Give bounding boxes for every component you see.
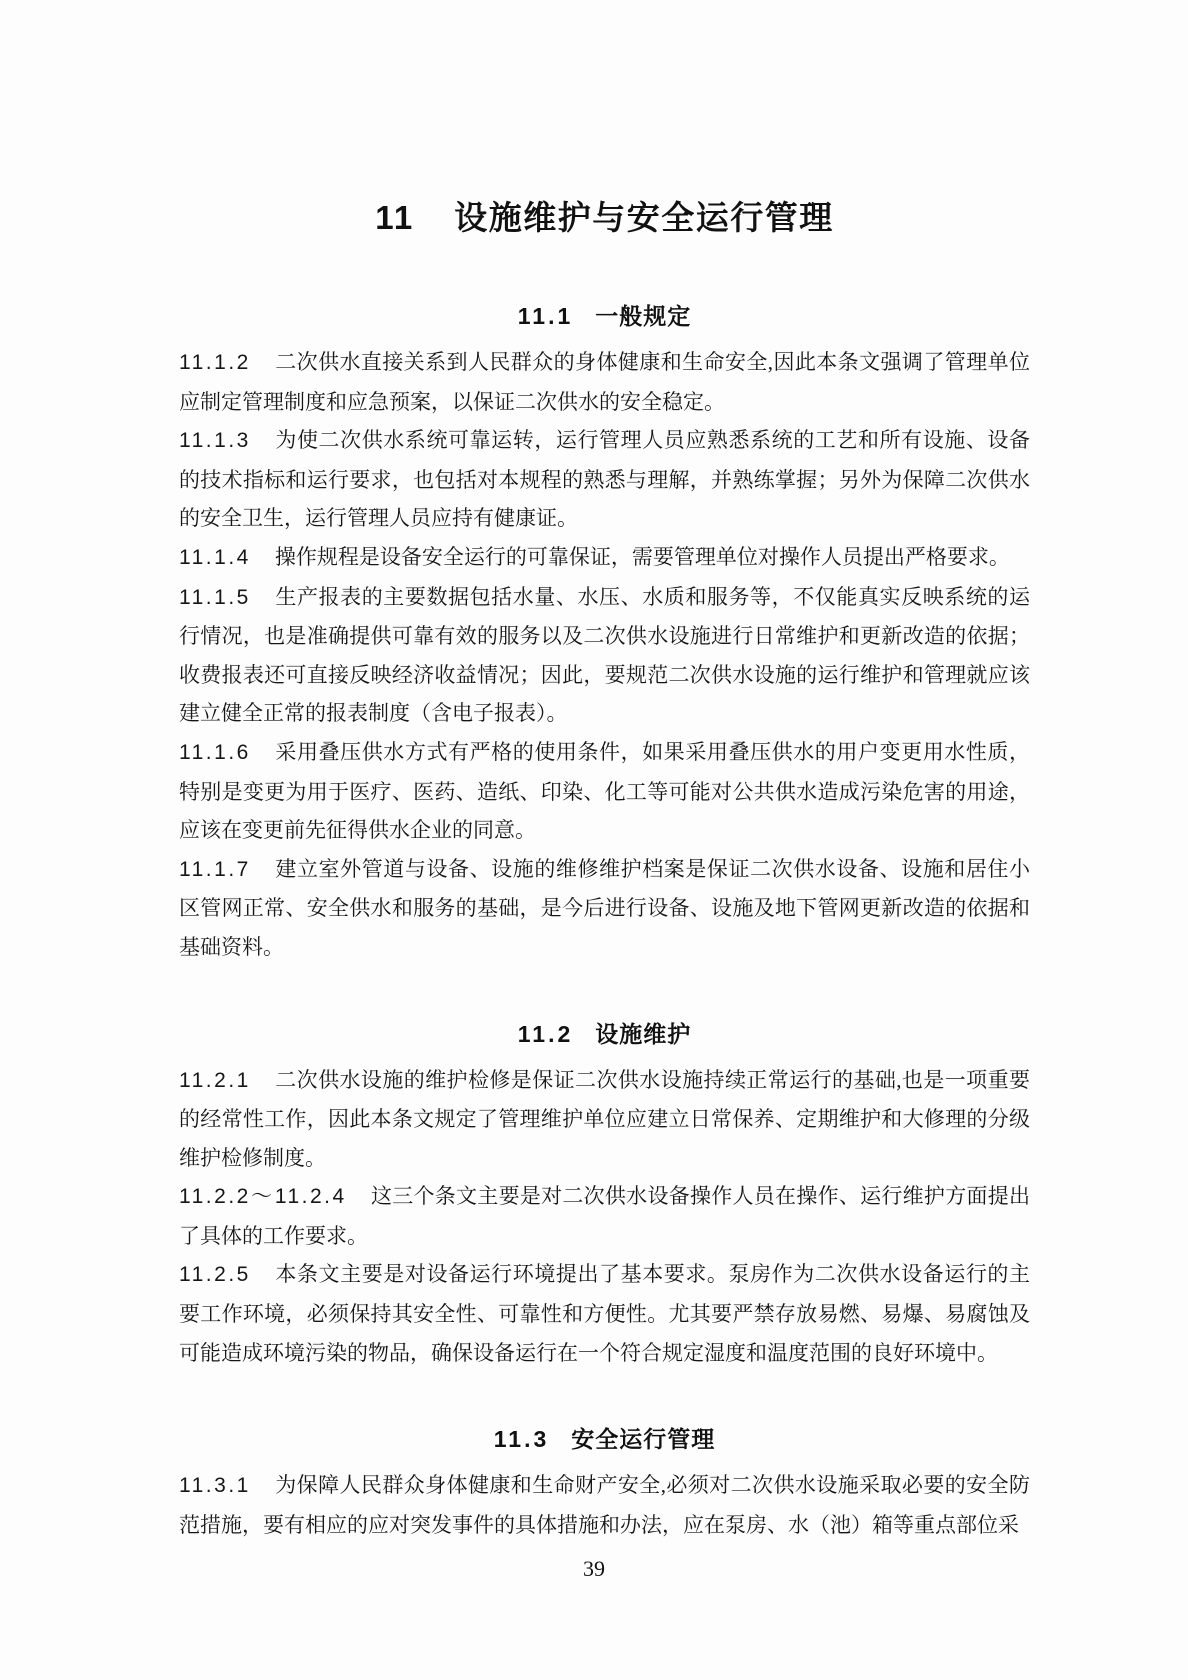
clause-paragraph [179, 538, 1030, 578]
clause-paragraph [179, 850, 1030, 967]
clause-number: 11.3.1 [179, 1474, 251, 1498]
clause-number: 11.2.5 [179, 1263, 251, 1287]
clause-number: 11.2.2～11.2.4 [179, 1185, 347, 1209]
section-number: 11.1 [517, 303, 574, 329]
section-title: 一般规定 [595, 303, 692, 329]
clause-text: 操作规程是设备安全运行的可靠保证，需要管理单位对操作人员提出严格要求。 [274, 544, 1010, 569]
clause-paragraph [179, 343, 1030, 421]
clause-paragraph [179, 1255, 1030, 1372]
section-heading-11-2 [179, 1021, 1030, 1048]
clause-text: 二次供水直接关系到人民群众的身体健康和生命安全,因此本条文强调了管理单位应制定管理制度和应急预案，以保证二次供水的安全稳定。 [179, 350, 1030, 414]
clause-number: 11.1.5 [179, 585, 251, 609]
clause-text: 为保障人民群众身体健康和生命财产安全,必须对二次供水设施采取必要的安全防范措施，要有相应的应对突发事件的具体措施和办法，应在泵房、水（池）箱等重点部位采 [179, 1473, 1030, 1537]
clause-text: 这三个条文主要是对二次供水设备操作人员在操作、运行维护方面提出了具体的工作要求。 [179, 1184, 1031, 1248]
clause-paragraph [179, 421, 1030, 538]
clause-number: 11.2.1 [179, 1068, 251, 1092]
section-heading-11-1 [179, 303, 1030, 330]
section-number: 11.3 [493, 1426, 550, 1453]
clause-paragraph [179, 1061, 1030, 1178]
clause-text: 本条文主要是对设备运行环境提出了基本要求。泵房作为二次供水设备运行的主要工作环境，必须保持其安全性、可靠性和方便性。尤其要严禁存放易燃、易爆、易腐蚀及可能造成环境污染的物品，确保设备运行在一个符合规定湿度和温度范围的良好环境中。 [179, 1262, 1030, 1365]
chapter-title-text: 设施维护与安全运行管理 [454, 199, 834, 236]
clause-text: 二次供水设施的维护检修是保证二次供水设施持续正常运行的基础,也是一项重要的经常性工作，因此本条文规定了管理维护单位应建立日常保养、定期维护和大修理的分级维护检修制度。 [179, 1067, 1030, 1170]
clause-paragraph [179, 578, 1030, 733]
section-title: 安全运行管理 [571, 1426, 716, 1453]
clause-text: 采用叠压供水方式有严格的使用条件，如果采用叠压供水的用户变更用水性质，特别是变更为用于医疗、医药、造纸、印染、化工等可能对公共供水造成污染危害的用途，应该在变更前先征得供水企业的同意。 [179, 739, 1030, 843]
section-number: 11.2 [517, 1020, 574, 1047]
clause-paragraph [179, 1466, 1030, 1544]
clause-number: 11.1.3 [179, 429, 251, 453]
clause-number: 11.1.7 [179, 857, 251, 881]
chapter-number: 11 [375, 199, 415, 236]
clause-number: 11.1.4 [179, 545, 251, 569]
section-title: 设施维护 [595, 1020, 692, 1047]
clause-paragraph [179, 733, 1030, 850]
clause-paragraph [179, 1177, 1030, 1255]
page-number: 39 [583, 1556, 605, 1581]
clause-text: 为使二次供水系统可靠运转，运行管理人员应熟悉系统的工艺和所有设施、设备的技术指标和运行要求，也包括对本规程的熟悉与理解，并熟练掌握；另外为保障二次供水的安全卫生，运行管理人员应持有健康证。 [179, 428, 1030, 531]
clause-text: 建立室外管道与设备、设施的维修维护档案是保证二次供水设备、设施和居住小区管网正常、安全供水和服务的基础，是今后进行设备、设施及地下管网更新改造的依据和基础资料。 [179, 856, 1030, 959]
clause-text: 生产报表的主要数据包括水量、水压、水质和服务等，不仅能真实反映系统的运行情况，也是准确提供可靠有效的服务以及二次供水设施进行日常维护和更新改造的依据；收费报表还可直接反映经济收益情况；因此，要规范二次供水设施的运行维护和管理就应该建立健全正常的报表制度（含电子报表）。 [179, 584, 1030, 726]
clause-number: 11.1.6 [179, 740, 251, 764]
clause-number: 11.1.2 [179, 351, 251, 374]
chapter-heading [179, 199, 1030, 237]
section-heading-11-3 [179, 1426, 1030, 1453]
